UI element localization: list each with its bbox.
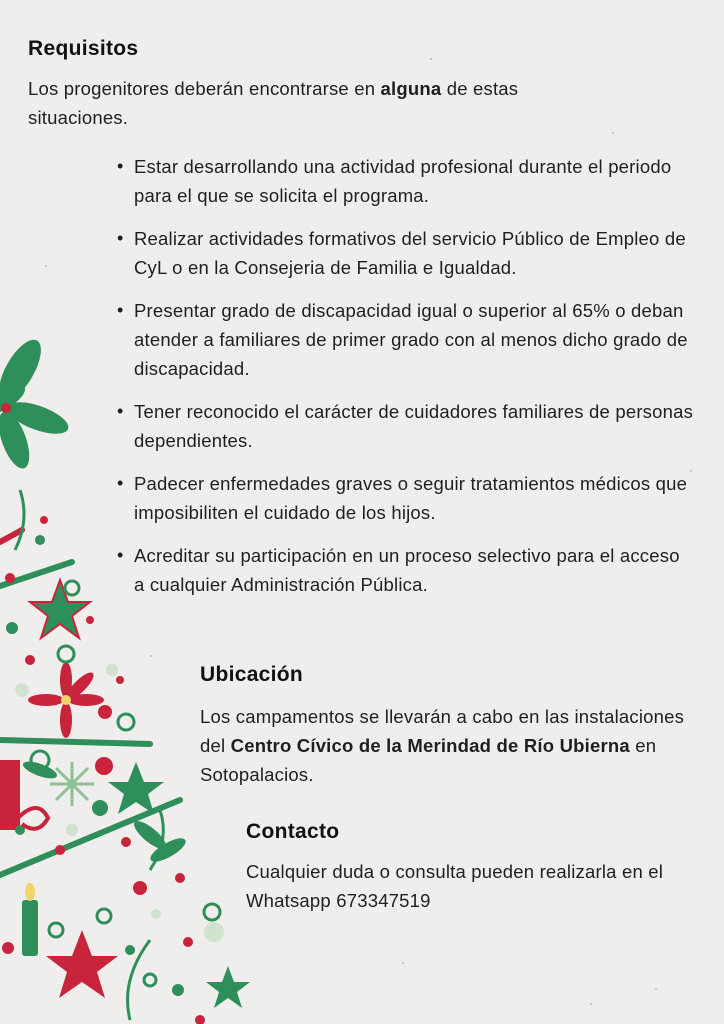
ubicacion-text-start: Los campamentos se llevarán a cabo en las instalaciones del [200, 706, 685, 756]
intro-bold: alguna [380, 78, 442, 99]
requisito-item: • Realizar actividades formativos del servicio Público de Empleo de CyL o en la Consejeria de Familia e Igualdad. [134, 224, 694, 282]
intro-text-end: de estas situaciones. [28, 78, 519, 128]
ubicacion-place: Centro Cívico de la Merindad de Río Ubierna [230, 735, 630, 756]
requisito-item: • Tener reconocido el carácter de cuidadores familiares de personas dependientes. [134, 397, 694, 455]
ubicacion-title: Ubicación [200, 663, 304, 686]
requisito-item: • Padecer enfermedades graves o seguir tratamientos médicos que imposibiliten el cuidado de los hijos. [134, 469, 694, 527]
ubicacion-text [200, 702, 710, 789]
requisito-item: • Acreditar su participación en un proceso selectivo para el acceso a cualquier Administración Pública. [134, 541, 694, 599]
requisito-item: • Presentar grado de discapacidad igual o superior al 65% o deban atender a familiares de primer grado con al menos dicho grado de discapacidad. [134, 296, 694, 383]
contacto-text: Cualquier duda o consulta pueden realizarla en el Whatsapp 673347519 [246, 861, 664, 911]
christmas-tree-icon [0, 330, 260, 1024]
contacto-title: Contacto [246, 820, 340, 843]
ubicacion-text-end: en Sotopalacios. [200, 735, 657, 785]
requisitos-title: Requisitos [28, 37, 139, 60]
requisitos-intro [28, 74, 568, 132]
requisito-item: • Estar desarrollando una actividad profesional durante el periodo para el que se solicita el programa. [134, 152, 694, 210]
intro-text: Los progenitores deberán encontrarse en [28, 78, 381, 99]
